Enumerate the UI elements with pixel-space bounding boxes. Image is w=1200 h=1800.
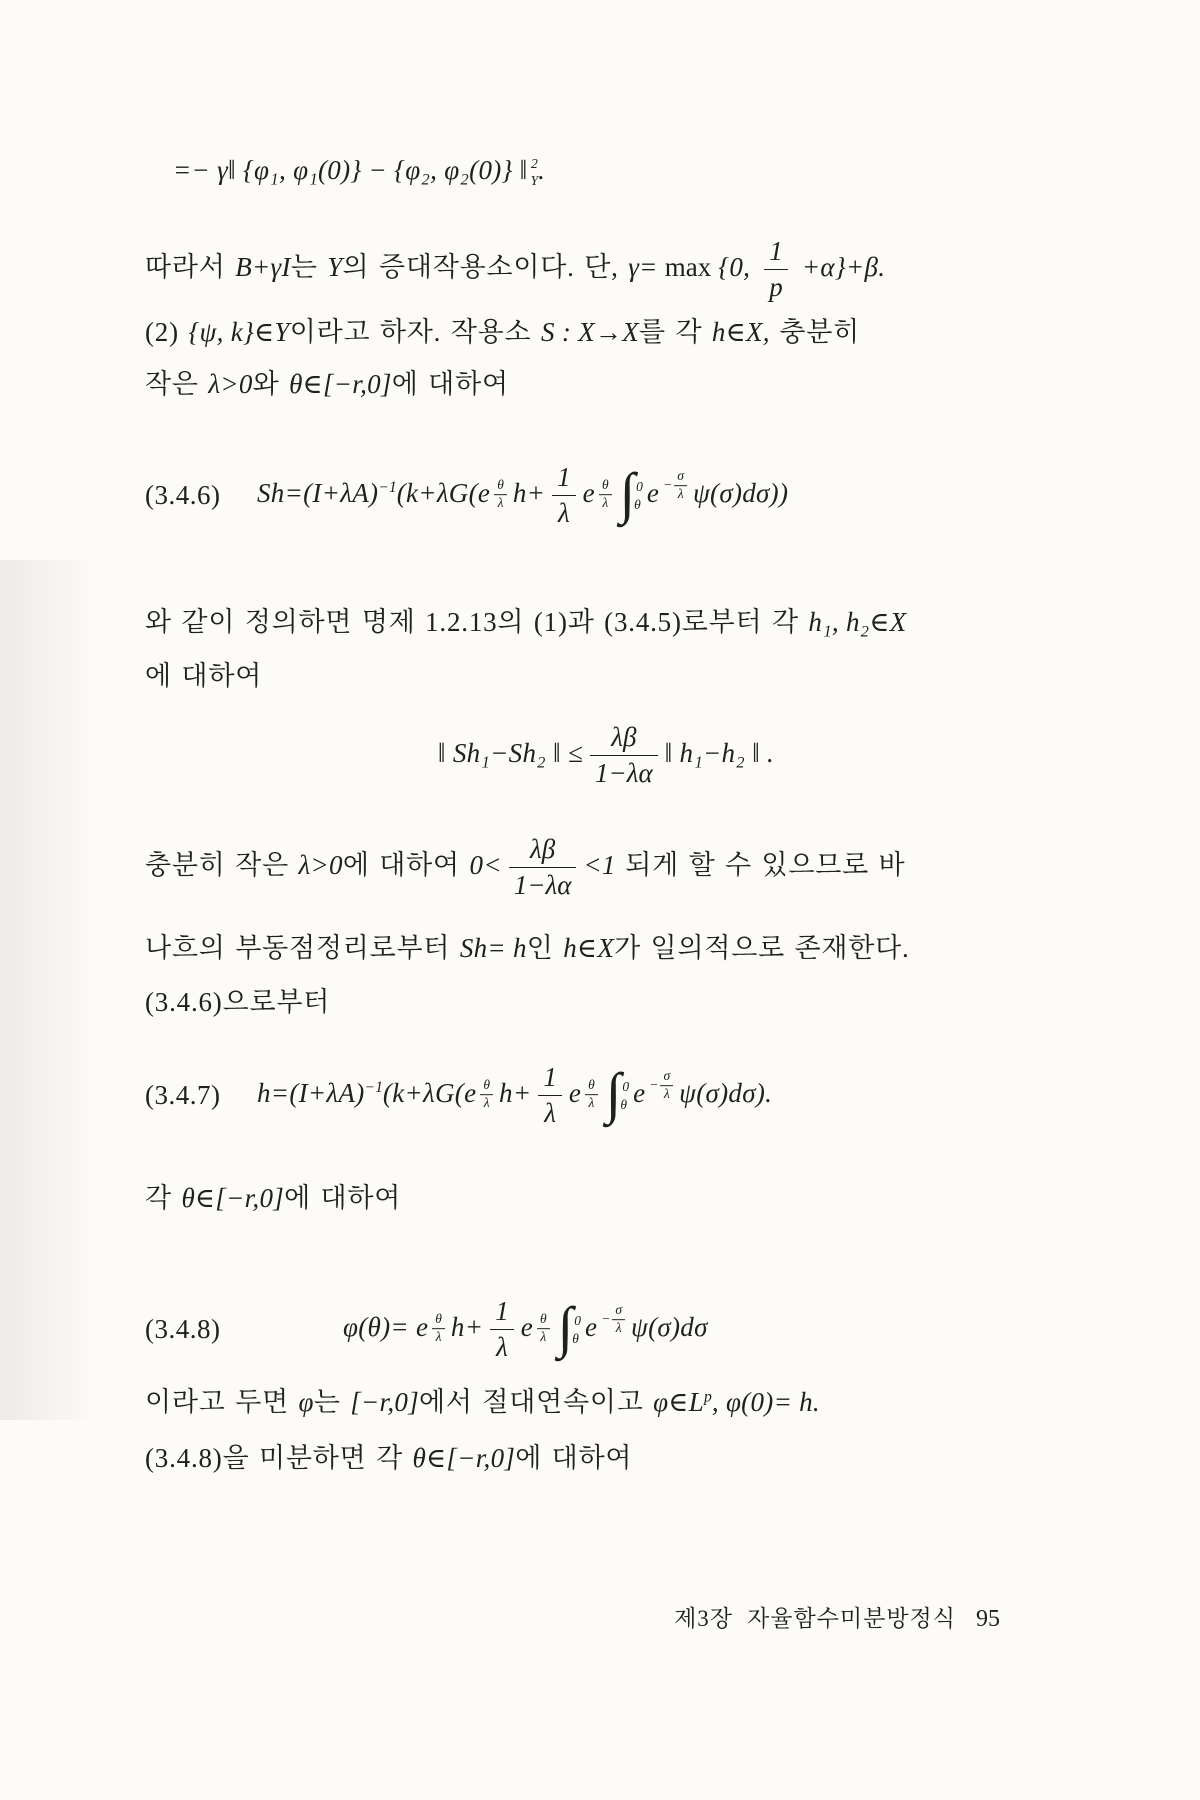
denominator: λ (497, 494, 504, 510)
numerator: λβ (590, 722, 658, 756)
numerator: σ (674, 469, 687, 486)
text-run: , φ(0)= h. (711, 1387, 820, 1417)
paragraph-gamma-definition (145, 236, 1067, 303)
text-run: 이라고 하자. 작용소 (289, 317, 541, 347)
fraction-lambda-beta (590, 722, 658, 789)
text-run: ψ(σ)dσ). (679, 1077, 773, 1108)
paragraph-6-line-2 (145, 1438, 1067, 1479)
exponent-neg-sigma-over-lambda (601, 1303, 625, 1336)
exponent-minus-one: −1 (378, 479, 397, 497)
integral-icon: ∫ (557, 1296, 574, 1360)
text-run: ‖ Sh₁−Sh₂ ‖ ≤ (437, 737, 584, 768)
numerator: λβ (509, 834, 577, 868)
text-run: (3.4.8)을 미분하면 각 (145, 1443, 413, 1473)
minus-sign: − (663, 476, 673, 492)
equation-3-4-7 (145, 1062, 1067, 1129)
text-run: 0< (469, 849, 502, 880)
text-run: 인 (526, 933, 564, 963)
numerator: 1 (538, 1062, 562, 1096)
text-run: 충분히 (769, 317, 861, 347)
numerator: σ (660, 1069, 673, 1086)
exponent-theta-over-lambda (480, 1078, 493, 1111)
text-run: h+ (512, 477, 546, 508)
numerator: σ (612, 1303, 625, 1320)
max-operator: max (664, 251, 712, 282)
integral-theta-to-zero (619, 462, 643, 526)
text-run: 따라서 (145, 251, 236, 282)
denominator: λ (540, 1328, 547, 1344)
fraction-one-over-p (764, 236, 788, 303)
exponent-theta-over-lambda (599, 478, 612, 511)
numerator: θ (537, 1312, 550, 1329)
minus-sign: − (601, 1310, 611, 1326)
text-run: 각 (145, 1183, 182, 1213)
fraction-one-over-lambda (538, 1062, 562, 1129)
denominator: p (769, 272, 783, 303)
equation-label: (3.4.7) (145, 1080, 221, 1111)
page-number: 95 (976, 1606, 1000, 1632)
item-number: (2) (145, 317, 189, 347)
exponent-theta-over-lambda (537, 1312, 550, 1345)
text-run: φ(θ)= e (343, 1311, 429, 1342)
numerator: 1 (764, 236, 788, 270)
paragraph-4-line-2 (145, 928, 1067, 969)
denominator: λ (483, 1094, 490, 1110)
integral-icon: ∫ (605, 1062, 622, 1126)
text-run: 에 대하여 (342, 849, 470, 880)
text-run: ψ(σ)dσ)) (692, 477, 789, 508)
text-run: h∈X (563, 933, 615, 963)
paragraph-2-line-1 (145, 312, 1067, 353)
denominator: 1−λα (513, 870, 572, 901)
paragraph-2-line-2 (145, 364, 1067, 405)
text-run: h∈X, (711, 317, 770, 347)
integral-lower-limit: θ (572, 1330, 579, 1346)
text-run: 에 대하여 (284, 1183, 402, 1213)
text-run: e (633, 1077, 646, 1108)
exponent-neg-sigma-over-lambda (649, 1069, 673, 1102)
text-run: B+γI (235, 251, 291, 282)
text-run: <1 (583, 849, 616, 880)
text-run: θ∈[−r,0] (289, 369, 392, 399)
scan-edge-shading (0, 560, 100, 1420)
numerator: θ (585, 1078, 598, 1095)
text-run: e (584, 1311, 598, 1342)
denominator: 1−λα (595, 758, 653, 789)
text-run: ‖ h₁−h₂ ‖ . (664, 737, 775, 768)
text-run: (k+λG(e (382, 1077, 477, 1108)
text-run: 충분히 작은 (145, 849, 299, 880)
text-run: 가 일의적으로 존재한다. (614, 933, 910, 963)
paragraph-3-line-1 (145, 602, 1067, 643)
denominator: λ (602, 494, 609, 510)
text-run: ψ(σ)dσ (631, 1311, 708, 1342)
text-run: Sh=(I+λA) (257, 477, 379, 508)
paragraph-4-line-3 (145, 982, 1067, 1023)
equation-body (257, 462, 788, 529)
integral-lower-limit: θ (620, 1096, 627, 1112)
text-run: 에서 절대연속이고 (419, 1387, 654, 1417)
denominator: λ (544, 1098, 556, 1129)
numerator: θ (432, 1312, 445, 1329)
equation-3-4-6 (145, 462, 1067, 529)
text-run: e (520, 1311, 534, 1342)
text-run: 나흐의 부동점정리로부터 (145, 933, 460, 963)
integral-upper-limit: 0 (636, 479, 643, 495)
integral-upper-limit: 0 (574, 1313, 581, 1329)
text-run: [−r,0] (350, 1387, 420, 1417)
chapter-label: 제3장 (674, 1606, 734, 1631)
text-run: φ∈L (653, 1387, 705, 1417)
exponent-p: p (704, 1388, 712, 1406)
text-run: 에 대하여 (515, 1443, 633, 1473)
text-run: h+ (499, 1077, 532, 1108)
text-run: (k+λG(e (396, 477, 491, 508)
paragraph-5 (145, 1178, 1067, 1219)
equation-text: =− γ‖ {φ₁, φ₁(0)} − {φ₂, φ₂(0)} ‖ (173, 155, 528, 185)
text-run: h+ (450, 1311, 484, 1342)
equation-body (257, 1062, 772, 1129)
chapter-title: 자율함수미분방정식 (747, 1606, 956, 1631)
numerator: θ (494, 478, 507, 495)
denominator: λ (588, 1094, 595, 1110)
text-run: 에 대하여 (391, 369, 509, 399)
exponent-theta-over-lambda (585, 1078, 598, 1111)
text-run: {0, (711, 251, 758, 282)
text-run: Sh= h (459, 933, 527, 963)
exponent-minus-one: −1 (364, 1079, 383, 1097)
text-run: S : X→X (540, 317, 640, 347)
text-run: 작은 (145, 369, 209, 399)
fraction-one-over-lambda (490, 1296, 514, 1363)
text-run: h₁, h₂∈X (808, 607, 907, 637)
text-run: 와 (252, 369, 290, 399)
equation-body (343, 1296, 708, 1363)
equation-3-4-8 (145, 1296, 1067, 1363)
text-run: φ (298, 1387, 314, 1417)
text-run: 이라고 두면 (145, 1387, 299, 1417)
exponent-theta-over-lambda (432, 1312, 445, 1345)
integral-icon: ∫ (619, 462, 636, 526)
text-run: Y (327, 251, 343, 282)
text-run: θ∈[−r,0] (181, 1183, 285, 1213)
text-run: +α}+β. (794, 251, 886, 282)
text-run: e (582, 477, 595, 508)
equation-label: (3.4.8) (145, 1314, 221, 1345)
exponent-neg-sigma-over-lambda (663, 469, 687, 502)
text-run: 에 대하여 (145, 661, 263, 691)
text-run: (3.4.6)으로부터 (145, 987, 331, 1017)
norm-sup-sub (531, 156, 539, 190)
text-run: e (646, 477, 660, 508)
text-run: 는 (313, 1387, 351, 1417)
fraction-lambda-beta (509, 834, 577, 901)
integral-theta-to-zero (557, 1296, 581, 1360)
numerator: 1 (552, 462, 576, 496)
text-run: λ>0 (298, 849, 343, 880)
numerator: 1 (490, 1296, 514, 1330)
integral-theta-to-zero (605, 1062, 630, 1126)
equation-continuation (145, 150, 1067, 191)
text-run: 는 (290, 251, 328, 282)
text-run: γ= (628, 251, 665, 282)
text-run: e (568, 1077, 582, 1108)
minus-sign: − (649, 1076, 659, 1092)
text-run: h=(I+λA) (257, 1077, 365, 1108)
paragraph-6-line-1 (145, 1382, 1067, 1423)
denominator: λ (663, 1085, 670, 1101)
text-run: {ψ, k}∈Y (188, 317, 290, 347)
denominator: λ (435, 1328, 442, 1344)
equation-label: (3.4.6) (145, 480, 221, 511)
text-run: λ>0 (208, 369, 253, 399)
inequality-contraction (145, 722, 1067, 789)
text-run: 와 같이 정의하면 명제 1.2.13의 (1)과 (3.4.5)로부터 각 (145, 607, 809, 637)
period: . (538, 155, 546, 185)
integral-lower-limit: θ (634, 496, 641, 512)
numerator: θ (480, 1078, 493, 1095)
text-run: 되게 할 수 있으므로 바 (615, 849, 906, 880)
denominator: λ (558, 498, 570, 529)
denominator: λ (496, 1332, 508, 1363)
fraction-one-over-lambda (552, 462, 576, 529)
superscript: 2 (530, 155, 538, 171)
text-run: 의 증대작용소이다. 단, (342, 251, 629, 282)
numerator: θ (599, 478, 612, 495)
integral-upper-limit: 0 (622, 1079, 630, 1095)
denominator: λ (677, 485, 684, 501)
paragraph-4-line-1 (145, 834, 1067, 901)
denominator: λ (615, 1319, 622, 1335)
text-run: θ∈[−r,0] (412, 1443, 516, 1473)
subscript: Y (530, 172, 539, 188)
page-footer (674, 1600, 1000, 1633)
text-run: 를 각 (639, 317, 712, 347)
paragraph-3-line-2 (145, 656, 1067, 697)
exponent-theta-over-lambda (494, 478, 507, 511)
